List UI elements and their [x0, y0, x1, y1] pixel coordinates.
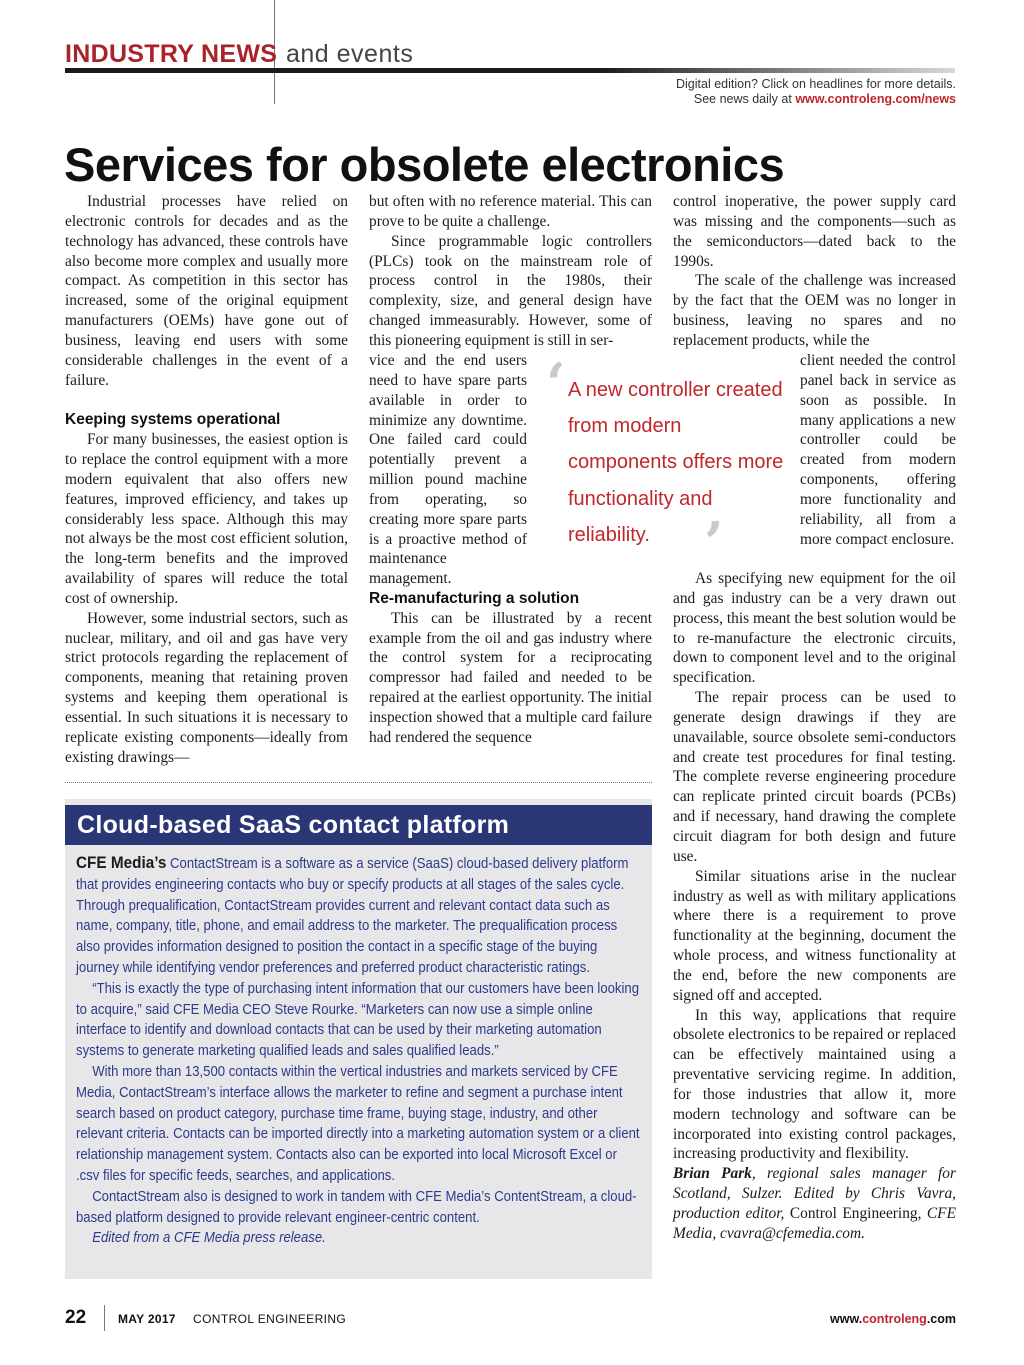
paragraph: vice and the end users need to have spare parts available in order to minimize any downtime. One failed card could potentially prevent a million pound machine from operating, so creating more spare parts is a proactive method of maintenance management.: [369, 352, 527, 588]
url-suffix: .com: [926, 1312, 956, 1326]
paragraph: For many businesses, the easiest option is to replace the control equipment with a more modern equivalent that also offers new features, improved efficiency, and takes up considerably less space. Although this may not always be the most cost efficient solution, the long-term benefits and the improved availability of spares will reduce the total cost of ownership.: [65, 431, 348, 607]
url-accent: controleng: [862, 1312, 927, 1326]
paragraph: [76, 853, 641, 979]
paragraph: ContactStream also is designed to work in tandem with CFE Media’s ContentStream, a cloud-based platform designed to provide relevant engineer-centric content.: [76, 1188, 637, 1226]
issue-date: MAY 2017: [118, 1312, 176, 1326]
author-signature: [673, 1164, 956, 1243]
paragraph: control inoperative, the power supply card was missing and the components—such as the semiconductors—dated back to the 1990s.: [673, 193, 956, 270]
sidebar-title[interactable]: Cloud-based SaaS contact platform: [77, 811, 510, 839]
paragraph: Similar situations arise in the nuclear industry as well as with military applications where there is a requirement to prove functionality at the beginning, document the whole process, and witness functionality at the end, before the new components are signed off and accepted.: [673, 867, 956, 1004]
pull-quote: A new controller created from modern components offers more functionality and reliability.: [568, 379, 784, 546]
paragraph: The repair process can be used to generate design drawings if they are unavailable, source obsolete semi-conductors and create test procedures for final testing. The complete reverse engineering procedure can replicate printed circuit boards (PCBs) and if necessary, hand drawing the complete circuit diagram for both design and future use.: [673, 689, 956, 865]
sidebar-credit: Edited from a CFE Media press release.: [92, 1230, 326, 1247]
article-column-2-bottom: [369, 569, 652, 748]
paragraph: However, some industrial sectors, such as nuclear, military, and oil and gas have very strict protocols regarding the replacement of components, meaning that retaining proven systems and keeping them operational is essential. In such situations it is necessary to replicate existing components—ideally from existing drawings—: [65, 609, 348, 766]
sidebar-brand: CFE Media’s: [76, 853, 167, 872]
paragraph: As specifying new equipment for the oil and gas industry can be a very drawn out process, this meant the best solution would be to re-manufacture the electronic circuits, down to component level and to the original specification.: [673, 570, 956, 687]
article-column-3-top: [673, 192, 956, 351]
article-column-2-wrap: [369, 351, 527, 589]
sidebar-p1: ContactStream is a software as a service (SaaS) cloud-based delivery platform that provides engineering contacts who buy or specify products at all stages of the sales cycle. Through prequalification, ContactStream provides current and relevant contact data such as name, company, title, phone, and email address to the marketer. The prequalification process also provides information designed to position the contact in a specific stage of the buying journey while identifying vendor preferences and preferred product characteristic ratings.: [76, 856, 629, 976]
sidebar-body: [76, 853, 641, 1249]
article-column-2-top: [369, 192, 652, 351]
subhead-keeping-systems: Keeping systems operational: [65, 411, 281, 429]
daily-news-prefix: See news daily at: [693, 92, 792, 106]
paragraph: Since programmable logic controllers (PLCs) took on the mainstream role of process control in the 1980s, their complexity, size, and general design have changed immeasurably. However, some of this pioneering equipment is still in ser-: [369, 232, 652, 349]
section-label[interactable]: INDUSTRY NEWS: [65, 40, 278, 68]
daily-news-line: [676, 92, 956, 107]
paragraph: “This is exactly the type of purchasing intent information that our customers have been looking to acquire,” said CFE Media CEO Steve Rourke. “Marketers can now use a simple online interface to identify and download contacts that can be used by their marketing automation systems to generate marketing qualified leads and sales qualified leads.”: [76, 980, 640, 1060]
url-prefix: www.: [830, 1312, 863, 1326]
subhead-remanufacturing: Re-manufacturing a solution: [369, 589, 580, 607]
digital-edition-line: Digital edition? Click on headlines for more details.: [675, 77, 956, 91]
footer-url[interactable]: [830, 1312, 956, 1326]
article-column-3-bottom: [673, 569, 956, 1244]
subsection-label: and events: [286, 40, 414, 68]
paragraph: In this way, applications that require obsolete electronics to be repaired or replaced can be effectively maintained using a preventative servicing regime. In addition, for those industries that allow it, more modern technology and software can be incorporated into existing control packages, increasing productivity and flexibility.: [673, 1006, 956, 1163]
author-name: Brian Park: [673, 1165, 752, 1183]
paragraph: The scale of the challenge was increased by the fact that the OEM was no longer in business, leaving no spares and no replacement products, while the: [673, 272, 956, 349]
publication-name: CONTROL ENGINEERING: [193, 1312, 347, 1326]
author-org: Control Engineering,: [784, 1205, 922, 1222]
article-headline[interactable]: Services for obsolete electronics: [64, 138, 785, 191]
close-quote-icon: ’: [704, 510, 724, 576]
author-role: , regional sales manager for Scotland, Sulzer. Edited by Chris Vavra, production editor,: [673, 1165, 956, 1222]
paragraph: This can be illustrated by a recent example from the oil and gas industry where the control system for a reciprocating compressor had failed and needed to be repaired at the earliest opportunity. The initial inspection showed that a multiple card failure had rendered the sequence: [369, 609, 652, 746]
paragraph: but often with no reference material. This can prove to be quite a challenge.: [369, 193, 652, 230]
article-column-3-wrap: [800, 351, 956, 549]
paragraph: client needed the control panel back in service as soon as possible. In many applications a new controller could be created from modern components, offering more functionality and reliability, all from a more compact enclosure.: [800, 352, 956, 548]
header-rule: [65, 68, 955, 73]
dotted-divider: [65, 782, 652, 783]
digital-edition-note: [676, 77, 956, 107]
author-contact: CFE Media, cvavra@cfemedia.com.: [673, 1205, 956, 1242]
paragraph: With more than 13,500 contacts within the vertical industries and markets serviced by CFE Media, ContactStream’s interface allows the marketer to refine and segment a purchase intent search based on product category, purchase time frame, buying stage, industry, and other relevant criteria. Contacts can be imported directly into a marketing automation system or a client relationship management system. Contacts also can be exported into local Microsoft Excel or .csv files for specific feeds, searches, and applications.: [76, 1063, 640, 1184]
page-number: 22: [65, 1307, 87, 1328]
open-quote-icon: ‘: [546, 351, 566, 417]
article-column-1: [65, 192, 348, 767]
news-link[interactable]: www.controleng.com/news: [795, 92, 956, 106]
paragraph: Industrial processes have relied on electronic controls for decades and as the technology has advanced, these controls have also become more complex and usually more compact. As competition in this sector has increased, some of the original equipment manufacturers (OEMs) have gone out of business, leaving end users with some considerable challenges in the event of a failure.: [65, 193, 348, 389]
footer-divider: [104, 1305, 105, 1331]
